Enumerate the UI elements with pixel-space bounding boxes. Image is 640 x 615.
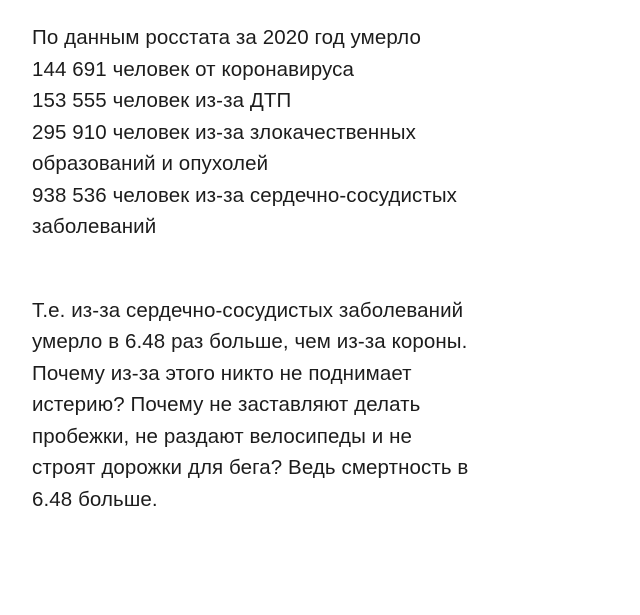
text-line: Т.е. из-за сердечно-сосудистых заболеваний [32,298,464,322]
text-line: пробежки, не раздают велосипеды и не [32,424,413,448]
commentary-paragraph [32,295,610,516]
text-line: По данным росстата за 2020 год умерло [32,26,421,49]
text-line: 144 691 человек от коронавируса [32,57,354,81]
text-line: 295 910 человек из-за злокачественных [32,120,416,144]
text-line: 153 555 человек из-за ДТП [32,89,292,112]
text-line: 6.48 больше. [32,488,158,512]
text-line: заболеваний [32,215,157,238]
statistics-paragraph [32,22,610,243]
text-line: строят дорожки для бега? Ведь смертность в [32,456,469,480]
text-line: истерию? Почему не заставляют делать [32,393,421,417]
text-line: Почему из-за этого никто не поднимает [32,361,412,385]
text-line: умерло в 6.48 раз больше, чем из-за короны. [32,330,468,354]
text-line: образований и опухолей [32,152,269,175]
text-line: 938 536 человек из-за сердечно-сосудистых [32,183,458,207]
paragraph-spacer [32,243,610,295]
